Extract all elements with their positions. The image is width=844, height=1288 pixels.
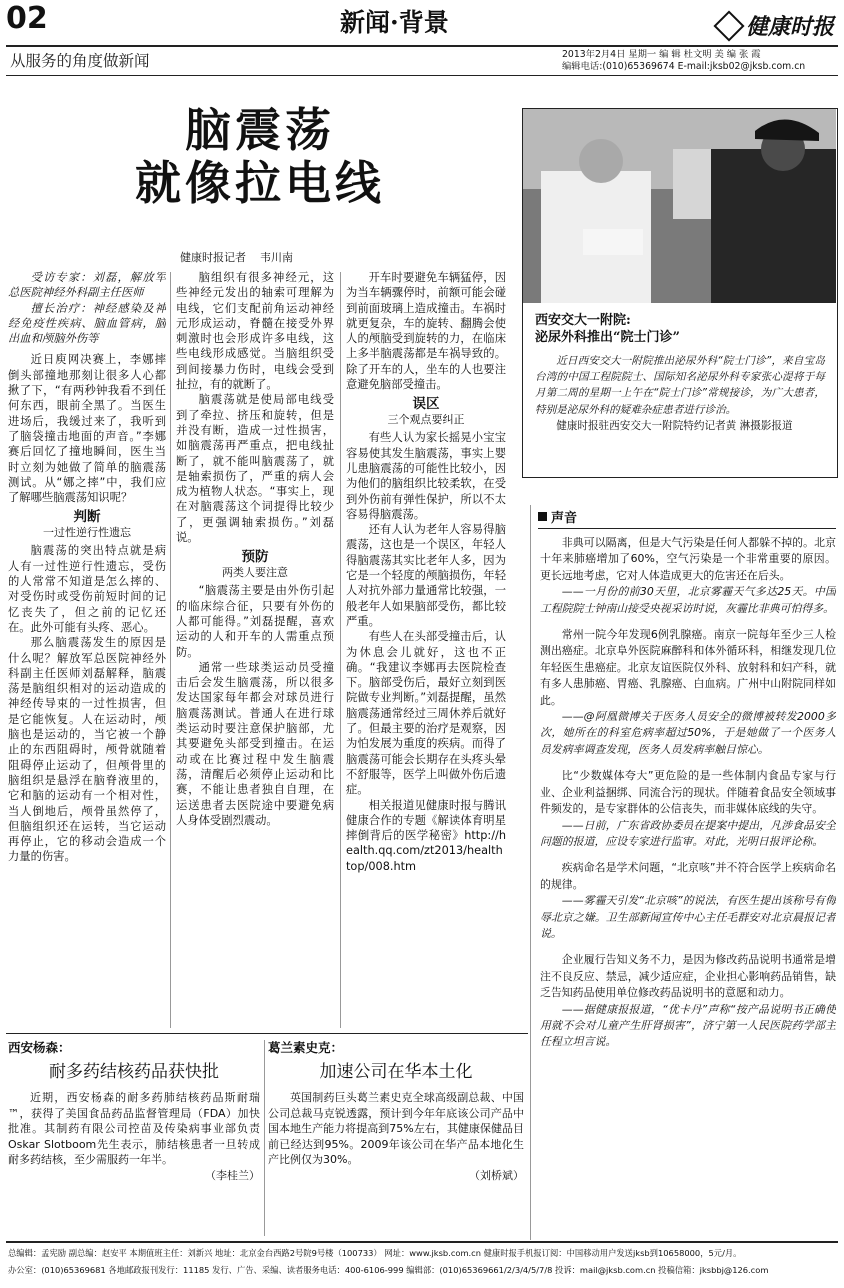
- column-divider: [170, 272, 171, 1028]
- phone-line: 编辑电话:(010)65369674 E-mail:jksb02@jksb.com.cn: [562, 61, 806, 72]
- section-subheading: 两类人要注意: [222, 566, 288, 580]
- brief-right: [268, 1040, 524, 1184]
- footer-rule: [6, 1241, 838, 1243]
- related-link[interactable]: 相关报道见健康时报与腾讯健康合作的专题《解读体育明星摔倒背后的医学秘密》http://health.qq.com/zt2013/healthtop/008.htm: [346, 798, 506, 873]
- brief-body: [268, 1090, 524, 1184]
- paragraph: 脑震荡就是使局部电线受到了牵拉、挤压和旋转，但是并没有断，造成一过性损害，如脑震荡再严重点，把电线扯断了，就不能叫脑震荡了，就是轴索损伤了，严重的病人会成为植物人状态。“事实上，现在对脑震荡这个词提得比较少了，更强调轴索损伤。”刘磊说。: [176, 393, 334, 545]
- voice-note: ——日前，广东省政协委员在提案中提出，凡涉食品安全问题的报道，应设专家进行监审。对此，光明日报评论称。: [540, 818, 836, 848]
- section-subheading: 三个观点要纠正: [387, 413, 465, 427]
- briefs-rule: [6, 1033, 528, 1034]
- paragraph: 近日庾网决赛上，李娜摔倒头部撞地那刻让很多人心都揪了下，“有两秒钟我看不到任何东西，眼前全黑了。当医生进场后，我缓过来了，我听到了脑袋撞击地面的声音。”李娜赛后回忆了撞地瞬间，医生当时立刻为她做了简单的脑震荡测试。从“娜之摔”中，我们应了解哪些脑震荡知识呢？: [8, 353, 166, 505]
- paragraph: 有些人认为家长摇晃小宝宝容易使其发生脑震荡，事实上婴儿患脑震荡的可能性比较小，因为他们的脑组织比较柔软，在受到外伤前有弹性保护，所以不太容易得脑震荡。: [346, 431, 506, 521]
- main-title-line2: 就像拉电线: [135, 156, 385, 210]
- byline: 健康时报记者 韦川南: [180, 251, 293, 264]
- brief-signature: （李桂兰）: [205, 1168, 260, 1182]
- voice-header: [538, 507, 836, 529]
- photo-story-box: [522, 108, 838, 478]
- column-3: [346, 270, 506, 1030]
- brief-title: 加速公司在华本土化: [319, 1062, 473, 1082]
- section-heading-prevent: 预防: [241, 549, 269, 566]
- main-title: [60, 104, 460, 210]
- page-number: 02: [6, 1, 48, 36]
- voice-column: [540, 535, 836, 1240]
- slogan: 从服务的角度做新闻: [10, 52, 150, 70]
- voice-quote: 常州一院今年发现6例乳腺癌。南京一院每年至少三人检测出癌症。北京阜外医院麻醉科和体外循环科，相继发现几位年轻医生患癌症。北京友谊医院仅外科、放射科和妇产科，就有多人患肺癌、胃癌、乳腺癌、白血病。广州中山附院同样如此。: [540, 628, 836, 707]
- brief-left: [8, 1040, 260, 1184]
- header-rule-thin: [6, 75, 838, 76]
- expert-line: 擅长治疗：神经感染及神经免疫性疾病、脑血管病，脑出血和颅脑外伤等: [8, 301, 166, 346]
- expert-line: 受访专家：刘磊，解放军总医院神经外科副主任医师: [8, 271, 166, 300]
- photo-story-title: [523, 303, 837, 347]
- header-rule: [6, 45, 838, 47]
- voice-label: 声音: [551, 511, 578, 526]
- voice-note: ——雾霾天引发“北京咳”的说法，有医生提出该称号有侮辱北京之嫌。卫生部新闻宣传中心主任毛群安对北京晨报记者说。: [540, 894, 836, 940]
- footer-line-2: 办公室：(010)65369681 各地邮政报刊发行：11185 发行、广告、采编、读者服务电话：400-6106-999 编辑部：(010)65369661/2/3/4/5/7/8 投诉：mail@jksb.com.cn 投稿信箱：jksbbj@126.com: [8, 1265, 769, 1275]
- photo-credit: 健康时报驻西安交大一附院特约记者黄 淋摄影报道: [556, 419, 793, 432]
- voice-note: ——一月份的前30天里，北京雾霾天气多达25天。中国工程院院士钟南山接受央视采访时说，灰霾比非典可怕得多。: [540, 585, 836, 615]
- column-1: [8, 270, 166, 1030]
- paragraph: 英国制药巨头葛兰素史克全球高级副总裁、中国公司总裁马克锐透露，预计到今年年底该公司产品中国本地生产能力将提高到75%左右，其健康保健品目前已经达到95%。2009年该公司在华产品本地化生产比例仅为30%。: [268, 1091, 524, 1167]
- photo-story-title-line2: 泌尿外科推出“院士门诊”: [535, 330, 680, 345]
- column-divider: [264, 1040, 265, 1236]
- brief-tag: 西安杨森：: [8, 1040, 71, 1055]
- paragraph: “脑震荡主要是由外伤引起的临床综合征，只要有外伤的人都可能得。”刘磊提醒，喜欢运动的人和开车的人需重点预防。: [176, 584, 334, 659]
- photo-story-title-line1: 西安交大一附院:: [535, 313, 631, 328]
- paragraph: 脑震荡的突出特点就是病人有一过性逆行性遗忘，受伤的人常常不知道是怎么摔的、对受伤时或受伤前短时间的记忆丧失了，但之前的记忆还在。此外可能有头疼、恶心。: [8, 544, 166, 634]
- photo-doctor-patient: [523, 109, 836, 303]
- date-line: 2013年2月4日 星期一 编 辑 杜文明 美 编 张 霞: [562, 49, 761, 60]
- voice-quote: 疾病命名是学术问题，“北京咳”并不符合医学上疾病命名的规律。: [540, 861, 836, 891]
- voice-note: ——@阿凰微博关于医务人员安全的微博被转发2000多次，她所在的科室危病率超过50%，于是她做了一个医务人员发病率调查发现，医务人员发病率触目惊心。: [540, 710, 836, 756]
- column-divider: [340, 272, 341, 1028]
- brief-body: [8, 1090, 260, 1184]
- brief-tag: 葛兰素史克：: [268, 1040, 344, 1055]
- paragraph: 通常一些球类运动员受撞击后会发生脑震荡，所以很多发达国家每年都会对球员进行脑震荡测试。普通人在进行球类运动时要注意保护脑部，尤其要避免头部受到撞击。在运动或在比赛过程中发生脑震荡，清醒后必须停止运动和比赛，不能让患者独自自理，在运送患者去医院途中要避免病人身体受剧烈震动。: [176, 660, 334, 827]
- paragraph: 近日西安交大一附院推出泌尿外科“院士门诊”，来自宝岛台湾的中国工程院院士、国际知名泌尿外科专家张心湜将于每月第二周的星期一上午在“院士门诊”常规接诊，为广大患者，特别是泌尿外科的疑难杂症患者进行诊治。: [535, 355, 825, 416]
- paragraph: 近期，西安杨森的耐多药肺结核药品斯耐瑞™，获得了美国食品药品监督管理局（FDA）加快批准。其制药有限公司控苗及传染病事业部负责Oskar Slotboom先生表示，肺结核患者一旦转成耐多药结核，至少需服药一年半。: [8, 1091, 260, 1167]
- photo-story-body: [523, 347, 837, 434]
- column-2: [176, 270, 334, 1030]
- logo-text: 健康时报: [746, 14, 835, 40]
- voice-quote: 企业履行告知义务不力，是因为修改药品说明书通常是增注不良反应、禁忌，减少适应症，企业担心影响药品销售，缺乏告知药品使用单位修改药品说明书的意愿和动力。: [540, 953, 836, 1000]
- paragraph: 还有人认为老年人容易得脑震荡，这也是一个误区，年轻人得脑震荡其实比老年人多，因为它是一个轻度的颅脑损伤，年轻人对抗外部力量通常比较强，一般老年人如果脑部受伤，都比较严重。: [346, 523, 506, 628]
- square-bullet-icon: [538, 512, 547, 521]
- voice-quote: 比“少数媒体夸大”更危险的是一些体制内食品专家与行业、企业利益捆绑、同流合污的现状。伴随着食品安全领域事件频发的，是专家群体的公信丧失，而非媒体底线的失守。: [540, 769, 836, 816]
- section-title: 新闻·背景: [340, 8, 449, 37]
- brief-signature: （刘桥斌）: [469, 1168, 524, 1182]
- logo-mark-icon: [713, 10, 744, 41]
- column-divider: [530, 505, 531, 1240]
- section-subheading: 一过性逆行性遗忘: [43, 526, 131, 540]
- section-heading-judge: 判断: [73, 509, 101, 526]
- main-title-line1: 脑震荡: [185, 103, 335, 157]
- logo: [718, 10, 834, 41]
- paragraph: 那么脑震荡发生的原因是什么呢？解放军总医院神经外科副主任医师刘磊解释，脑震荡是脑组织相对的运动造成的神经传导束的一过性损害，但是它能恢复。人在运动时，颅脑也是运动的，当它被一个静止的东西阻碍时，颅骨就随着阻碍停止运动了，但颅骨里的脑组织是悬浮在脑脊液里的，它和脑的运动有一个相对性，当人倒地后，颅骨虽然停了，但脑组织还在运转，当它运动再停止，它的移动会造成一个力量的伤害。: [8, 636, 166, 864]
- footer-line-1: 总编辑：孟宪励 副总编：赵安平 本期值班主任：刘新兴 地址：北京金台西路2号院9号楼（100733） 网址：www.jksb.com.cn 健康时报手机报订阅：中国移动用户发送jksb到10658000，5元/月。: [8, 1248, 742, 1258]
- voice-quote: 非典可以隔离，但是大气污染是任何人都躲不掉的。北京十年来肺癌增加了60%，空气污染是一个非常重要的原因。更长远地考虑，它对人体造成更大的危害还在后头。: [540, 536, 836, 582]
- section-heading-myth: 误区: [412, 396, 440, 413]
- brief-title: 耐多药结核药品获快批: [49, 1062, 219, 1082]
- paragraph: 开车时要避免车辆猛停，因为当车辆骤停时，前额可能会碰到前面玻璃上造成撞击。车祸时就更复杂，车的旋转、翻腾会使人的颅脑受到旋转的力，在临床上多半脑震荡都是车祸导致的。除了开车的人，坐车的人也要注意避免脑部受撞击。: [346, 271, 506, 392]
- paragraph: 脑组织有很多神经元，这些神经元发出的轴索可理解为电线，它们支配前角运动神经元形成运动，脊髓在接受外界刺激时也会形成许多电线，这些电线形成感觉。当脑组织受到间接暴力伤时，电线会受到扯拉，有的就断了。: [176, 271, 334, 392]
- paragraph: 有些人在头部受撞击后，认为休息会儿就好，这也不正确。“我建议李娜再去医院检查下。脑部受伤后，最好立刻到医院做专业判断。”刘磊提醒，虽然脑震荡通常经过三周休养后就好了。但最主要的治疗是观察，因为怕发展为重度的疾病。而得了脑震荡可能会长期存在头疼头晕不舒服等，医学上叫做外伤后遗症。: [346, 630, 506, 797]
- voice-note: ——据健康报报道，“优卡丹”声称“按产品说明书正确使用就不会对儿童产生肝肾损害”，济宁第一人民医院药学部主任程立坦言说。: [540, 1002, 836, 1049]
